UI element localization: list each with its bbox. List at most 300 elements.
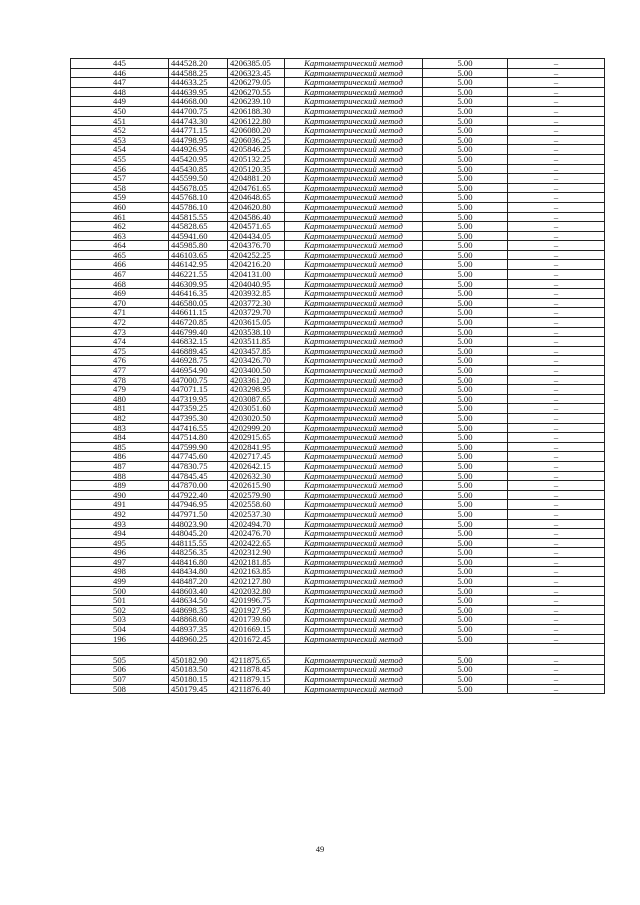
point-number-cell: 487 [71,461,169,471]
point-number-cell: 490 [71,490,169,500]
method-cell: Картометрический метод [285,634,423,644]
x-coordinate-cell: 445768.10 [169,193,228,203]
point-number-cell: 486 [71,452,169,462]
x-coordinate-cell: 446720.85 [169,318,228,328]
method-cell: Картометрический метод [285,270,423,280]
x-coordinate-cell: 448023.90 [169,519,228,529]
y-coordinate-cell: 4211875.65 [228,655,285,665]
y-coordinate-cell: 4203298.95 [228,385,285,395]
dash-cell: – [508,452,605,462]
x-coordinate-cell: 446103.65 [169,250,228,260]
y-coordinate-cell: 4211876.40 [228,684,285,694]
dash-cell: – [508,665,605,675]
table-row [71,452,605,462]
dash-cell: – [508,318,605,328]
table-row [71,183,605,193]
dash-cell: – [508,222,605,232]
point-number-cell: 466 [71,260,169,270]
x-coordinate-cell: 446954.90 [169,366,228,376]
dash-cell: – [508,202,605,212]
method-cell: Картометрический метод [285,356,423,366]
point-number-cell: 491 [71,500,169,510]
y-coordinate-cell: 4202476.70 [228,529,285,539]
table-row [71,174,605,184]
x-coordinate-cell: 447000.75 [169,375,228,385]
x-coordinate-cell: 448487.20 [169,577,228,587]
x-coordinate-cell: 447830.75 [169,461,228,471]
x-coordinate-cell: 448960.25 [169,634,228,644]
point-number-cell: 508 [71,684,169,694]
x-coordinate-cell: 445985.80 [169,241,228,251]
dash-cell: – [508,548,605,558]
table-row [71,413,605,423]
table-row [71,375,605,385]
error-cell: 5.00 [423,222,508,232]
method-cell: Картометрический метод [285,665,423,675]
x-coordinate-cell: 445815.55 [169,212,228,222]
point-number-cell: 480 [71,394,169,404]
method-cell: Картометрический метод [285,481,423,491]
y-coordinate-cell: 4205120.35 [228,164,285,174]
error-cell: 5.00 [423,509,508,519]
x-coordinate-cell: 447319.95 [169,394,228,404]
y-coordinate-cell: 4204586.40 [228,212,285,222]
y-coordinate-cell: 4203426.70 [228,356,285,366]
point-number-cell: 445 [71,59,169,69]
error-cell: 5.00 [423,145,508,155]
method-cell: Картометрический метод [285,97,423,107]
error-cell: 5.00 [423,442,508,452]
x-coordinate-cell: 448868.60 [169,615,228,625]
error-cell: 5.00 [423,87,508,97]
table-row [71,154,605,164]
y-coordinate-cell: 4206188.30 [228,106,285,116]
dash-cell: – [508,509,605,519]
error-cell: 5.00 [423,404,508,414]
error-cell: 5.00 [423,241,508,251]
x-coordinate-cell: 448634.50 [169,596,228,606]
table-row [71,222,605,232]
table-row [71,433,605,443]
error-cell: 5.00 [423,557,508,567]
y-coordinate-cell: 4206036.25 [228,135,285,145]
error-cell: 5.00 [423,605,508,615]
method-cell: Картометрический метод [285,500,423,510]
point-number-cell: 459 [71,193,169,203]
method-cell: Картометрический метод [285,509,423,519]
table-row [71,356,605,366]
y-coordinate-cell: 4204434.05 [228,231,285,241]
error-cell: 5.00 [423,231,508,241]
x-coordinate-cell: 446142.95 [169,260,228,270]
x-coordinate-cell: 446889.45 [169,346,228,356]
method-cell: Картометрический метод [285,193,423,203]
table-row [71,684,605,694]
table-row [71,126,605,136]
x-coordinate-cell: 447514.80 [169,433,228,443]
table-row [71,68,605,78]
method-cell: Картометрический метод [285,577,423,587]
point-number-cell: 482 [71,413,169,423]
table-row [71,471,605,481]
method-cell: Картометрический метод [285,684,423,694]
x-coordinate-cell: 450182.90 [169,655,228,665]
table-row [71,241,605,251]
method-cell: Картометрический метод [285,202,423,212]
y-coordinate-cell: 4204040.95 [228,279,285,289]
error-cell: 5.00 [423,116,508,126]
dash-cell: – [508,442,605,452]
dash-cell: – [508,356,605,366]
method-cell: Картометрический метод [285,567,423,577]
y-coordinate-cell: 4202558.60 [228,500,285,510]
point-number-cell: 498 [71,567,169,577]
table-row [71,615,605,625]
error-cell: 5.00 [423,250,508,260]
dash-cell: – [508,567,605,577]
table-row [71,557,605,567]
error-cell: 5.00 [423,433,508,443]
y-coordinate-cell: 4206122.80 [228,116,285,126]
method-cell: Картометрический метод [285,126,423,136]
error-cell: 5.00 [423,97,508,107]
table-row [71,279,605,289]
table-row [71,231,605,241]
y-coordinate-cell: 4203361.20 [228,375,285,385]
method-cell: Картометрический метод [285,241,423,251]
error-cell: 5.00 [423,538,508,548]
method-cell: Картометрический метод [285,298,423,308]
y-coordinate-cell: 4202494.70 [228,519,285,529]
x-coordinate-cell: 447922.40 [169,490,228,500]
error-cell: 5.00 [423,481,508,491]
point-number-cell: 485 [71,442,169,452]
y-coordinate-cell: 4204620.80 [228,202,285,212]
method-cell: Картометрический метод [285,212,423,222]
point-number-cell: 501 [71,596,169,606]
x-coordinate-cell: 448434.80 [169,567,228,577]
method-cell: Картометрический метод [285,250,423,260]
method-cell: Картометрический метод [285,433,423,443]
dash-cell: – [508,59,605,69]
y-coordinate-cell: 4206279.05 [228,78,285,88]
table-row [71,97,605,107]
x-coordinate-cell: 447599.90 [169,442,228,452]
y-coordinate-cell: 4211879.15 [228,675,285,685]
dash-cell: – [508,212,605,222]
table-row [71,135,605,145]
dash-cell: – [508,135,605,145]
point-number-cell: 481 [71,404,169,414]
x-coordinate-cell [169,644,228,656]
method-cell: Картометрический метод [285,327,423,337]
table-row [71,586,605,596]
table-row [71,500,605,510]
y-coordinate-cell: 4203932.85 [228,289,285,299]
y-coordinate-cell: 4206239.10 [228,97,285,107]
table-row [71,318,605,328]
y-coordinate-cell: 4203400.50 [228,366,285,376]
point-number-cell: 455 [71,154,169,164]
x-coordinate-cell: 445941.60 [169,231,228,241]
method-cell: Картометрический метод [285,260,423,270]
point-number-cell: 502 [71,605,169,615]
method-cell: Картометрический метод [285,675,423,685]
point-number-cell: 504 [71,625,169,635]
table-row [71,116,605,126]
point-number-cell: 476 [71,356,169,366]
point-number-cell: 503 [71,615,169,625]
point-number-cell: 497 [71,557,169,567]
point-number-cell: 500 [71,586,169,596]
x-coordinate-cell: 450180.15 [169,675,228,685]
error-cell: 5.00 [423,289,508,299]
x-coordinate-cell: 444633.25 [169,78,228,88]
y-coordinate-cell: 4201739.60 [228,615,285,625]
error-cell: 5.00 [423,634,508,644]
y-coordinate-cell: 4202999.20 [228,423,285,433]
error-cell: 5.00 [423,413,508,423]
point-number-cell: 456 [71,164,169,174]
dash-cell: – [508,625,605,635]
x-coordinate-cell: 446580.05 [169,298,228,308]
error-cell: 5.00 [423,684,508,694]
error-cell: 5.00 [423,366,508,376]
error-cell: 5.00 [423,665,508,675]
table-row [71,423,605,433]
dash-cell: – [508,433,605,443]
method-cell: Картометрический метод [285,366,423,376]
point-number-cell: 471 [71,308,169,318]
table-row [71,529,605,539]
dash-cell: – [508,298,605,308]
method-cell: Картометрический метод [285,423,423,433]
x-coordinate-cell: 446416.35 [169,289,228,299]
method-cell: Картометрический метод [285,655,423,665]
method-cell: Картометрический метод [285,596,423,606]
dash-cell: – [508,538,605,548]
table-row [71,675,605,685]
y-coordinate-cell: 4203087.65 [228,394,285,404]
method-cell: Картометрический метод [285,461,423,471]
point-number-cell: 488 [71,471,169,481]
method-cell: Картометрический метод [285,68,423,78]
point-number-cell: 468 [71,279,169,289]
x-coordinate-cell: 448416.80 [169,557,228,567]
error-cell [423,644,508,656]
table-row [71,59,605,69]
x-coordinate-cell: 448937.35 [169,625,228,635]
error-cell: 5.00 [423,471,508,481]
y-coordinate-cell: 4203051.60 [228,404,285,414]
error-cell: 5.00 [423,126,508,136]
point-number-cell: 454 [71,145,169,155]
dash-cell: – [508,615,605,625]
table-row [71,567,605,577]
dash-cell: – [508,529,605,539]
point-number-cell: 475 [71,346,169,356]
x-coordinate-cell: 444700.75 [169,106,228,116]
point-number-cell: 462 [71,222,169,232]
error-cell: 5.00 [423,548,508,558]
dash-cell: – [508,154,605,164]
error-cell: 5.00 [423,385,508,395]
error-cell: 5.00 [423,202,508,212]
error-cell: 5.00 [423,346,508,356]
point-number-cell: 465 [71,250,169,260]
y-coordinate-cell: 4202537.30 [228,509,285,519]
error-cell: 5.00 [423,183,508,193]
y-coordinate-cell: 4203538.10 [228,327,285,337]
x-coordinate-cell: 447946.95 [169,500,228,510]
y-coordinate-cell: 4202127.80 [228,577,285,587]
method-cell: Картометрический метод [285,164,423,174]
x-coordinate-cell: 445786.10 [169,202,228,212]
table-row [71,308,605,318]
method-cell: Картометрический метод [285,519,423,529]
dash-cell: – [508,78,605,88]
point-number-cell: 479 [71,385,169,395]
table-row [71,577,605,587]
x-coordinate-cell: 444528.20 [169,59,228,69]
error-cell: 5.00 [423,327,508,337]
method-cell: Картометрический метод [285,154,423,164]
table-row [71,519,605,529]
table-row [71,193,605,203]
y-coordinate-cell: 4201927.95 [228,605,285,615]
error-cell: 5.00 [423,212,508,222]
y-coordinate-cell: 4202579.90 [228,490,285,500]
y-coordinate-cell: 4204881.20 [228,174,285,184]
x-coordinate-cell: 448256.35 [169,548,228,558]
error-cell: 5.00 [423,394,508,404]
x-coordinate-cell: 448698.35 [169,605,228,615]
error-cell: 5.00 [423,59,508,69]
table-row [71,366,605,376]
y-coordinate-cell: 4201672.45 [228,634,285,644]
dash-cell: – [508,366,605,376]
method-cell: Картометрический метод [285,385,423,395]
method-cell: Картометрический метод [285,538,423,548]
dash-cell: – [508,250,605,260]
error-cell: 5.00 [423,174,508,184]
dash-cell: – [508,519,605,529]
y-coordinate-cell [228,644,285,656]
y-coordinate-cell: 4203729.70 [228,308,285,318]
x-coordinate-cell: 446928.75 [169,356,228,366]
table-row [71,644,605,656]
x-coordinate-cell: 445430.85 [169,164,228,174]
dash-cell: – [508,471,605,481]
table-row [71,490,605,500]
dash-cell: – [508,106,605,116]
y-coordinate-cell: 4201669.15 [228,625,285,635]
method-cell: Картометрический метод [285,59,423,69]
error-cell: 5.00 [423,337,508,347]
point-number-cell: 463 [71,231,169,241]
dash-cell: – [508,327,605,337]
method-cell: Картометрический метод [285,174,423,184]
dash-cell: – [508,97,605,107]
method-cell: Картометрический метод [285,625,423,635]
method-cell: Картометрический метод [285,346,423,356]
table-row [71,212,605,222]
y-coordinate-cell: 4206270.55 [228,87,285,97]
method-cell: Картометрический метод [285,452,423,462]
x-coordinate-cell: 447971.50 [169,509,228,519]
x-coordinate-cell: 444588.25 [169,68,228,78]
method-cell: Картометрический метод [285,394,423,404]
y-coordinate-cell: 4202717.45 [228,452,285,462]
y-coordinate-cell: 4203615.05 [228,318,285,328]
table-row [71,260,605,270]
point-number-cell: 477 [71,366,169,376]
y-coordinate-cell: 4211878.45 [228,665,285,675]
table-row [71,270,605,280]
point-number-cell: 493 [71,519,169,529]
point-number-cell: 467 [71,270,169,280]
point-number-cell: 492 [71,509,169,519]
method-cell: Картометрический метод [285,375,423,385]
dash-cell: – [508,605,605,615]
point-number-cell: 448 [71,87,169,97]
y-coordinate-cell: 4202632.30 [228,471,285,481]
x-coordinate-cell: 448115.55 [169,538,228,548]
method-cell: Картометрический метод [285,337,423,347]
x-coordinate-cell: 446832.15 [169,337,228,347]
error-cell: 5.00 [423,279,508,289]
point-number-cell: 450 [71,106,169,116]
y-coordinate-cell: 4205132.25 [228,154,285,164]
x-coordinate-cell: 447845.45 [169,471,228,481]
dash-cell: – [508,164,605,174]
dash-cell: – [508,174,605,184]
dash-cell: – [508,87,605,97]
table-row [71,327,605,337]
point-number-cell: 196 [71,634,169,644]
table-row [71,548,605,558]
error-cell: 5.00 [423,260,508,270]
error-cell: 5.00 [423,356,508,366]
point-number-cell: 494 [71,529,169,539]
y-coordinate-cell: 4202312.90 [228,548,285,558]
coordinates-table-body [71,59,605,694]
method-cell: Картометрический метод [285,442,423,452]
error-cell: 5.00 [423,106,508,116]
table-row [71,106,605,116]
point-number-cell: 458 [71,183,169,193]
point-number-cell: 473 [71,327,169,337]
method-cell: Картометрический метод [285,222,423,232]
y-coordinate-cell: 4204761.65 [228,183,285,193]
dash-cell: – [508,684,605,694]
method-cell: Картометрический метод [285,413,423,423]
error-cell: 5.00 [423,164,508,174]
point-number-cell: 499 [71,577,169,587]
coordinates-table [70,58,605,694]
point-number-cell: 470 [71,298,169,308]
table-row [71,461,605,471]
error-cell: 5.00 [423,461,508,471]
error-cell: 5.00 [423,308,508,318]
dash-cell: – [508,500,605,510]
error-cell: 5.00 [423,298,508,308]
dash-cell: – [508,481,605,491]
y-coordinate-cell: 4203020.50 [228,413,285,423]
point-number-cell: 483 [71,423,169,433]
y-coordinate-cell: 4203772.30 [228,298,285,308]
x-coordinate-cell: 447071.15 [169,385,228,395]
